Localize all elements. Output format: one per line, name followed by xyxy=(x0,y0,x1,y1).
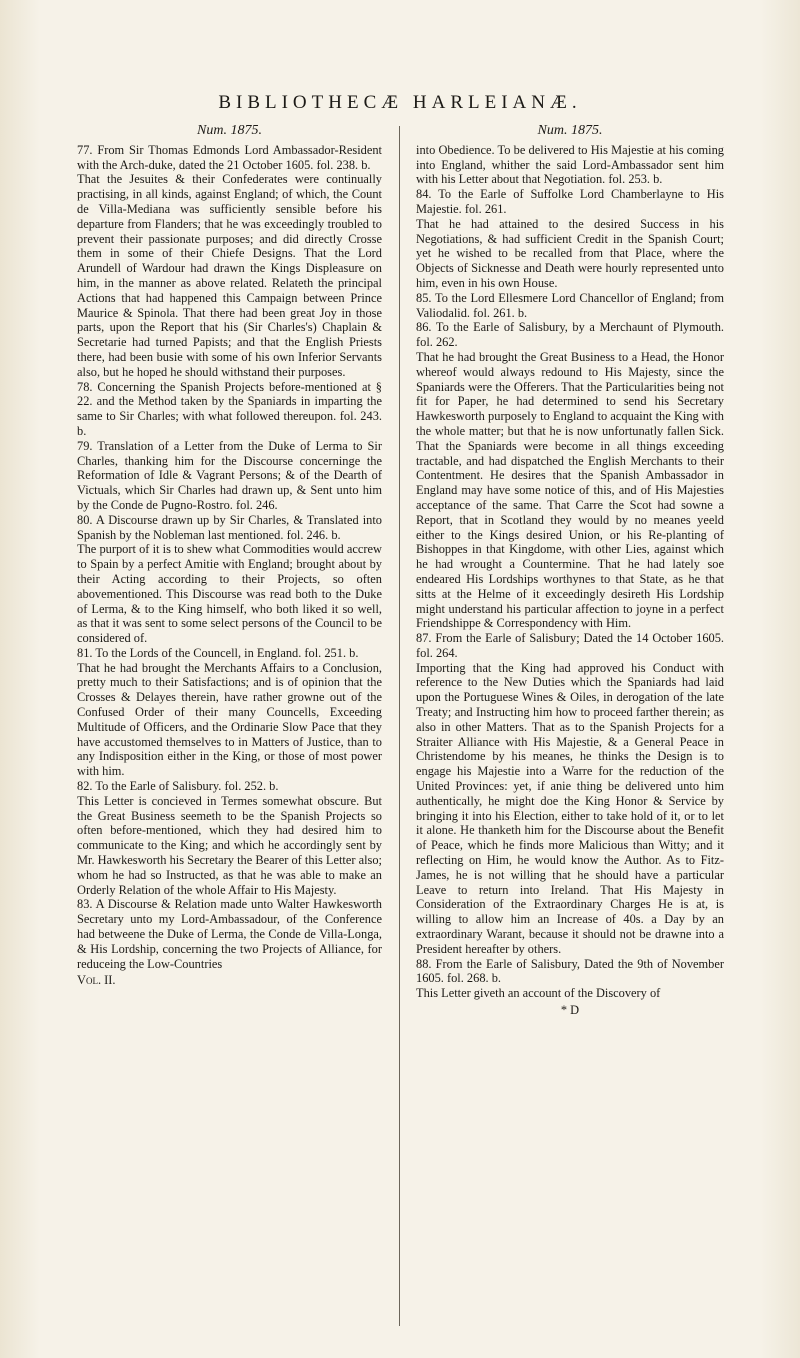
paragraph: This Letter is concieved in Termes somewhat obscure. But the Great Business seemeth to be the Spanish Projects so often before-mentioned, which they had desired him to communicate to the King; and which he accordingly sent by Mr. Hawkesworth his Secretary the Bearer of this Letter also; whom he had so Instructed, as that he was able to make an Orderly Relation of the whole Affair to His Majesty. xyxy=(77,793,382,897)
paragraph: 81. To the Lords of the Councell, in England. fol. 251. b. xyxy=(77,645,359,660)
paragraph: 79. Translation of a Letter from the Duke of Lerma to Sir Charles, thanking him for the Discourse concerninge the Reformation of Idle & Vagrant Persons; & of the Dearth of Victuals, which Sir Charles had drawn up, & Sent unto him by the Conde de Pugno-Rostro. fol. 246. xyxy=(77,438,382,512)
paragraph: 80. A Discourse drawn up by Sir Charles, & Translated into Spanish by the Nobleman last mentioned. fol. 246. b. xyxy=(77,512,382,542)
left-footer xyxy=(77,973,382,988)
left-entry-number: Num. 1875. xyxy=(197,123,262,138)
column-divider xyxy=(399,126,400,1326)
right-footer xyxy=(416,1003,724,1018)
paragraph: 78. Concerning the Spanish Projects before-mentioned at § 22. and the Method taken by the Spaniards in imparting the same to Sir Charles; with what followed thereupon. fol. 243. b. xyxy=(77,379,382,438)
running-head: BIBLIOTHECÆ HARLEIANÆ. xyxy=(218,92,582,113)
paragraph: That he had attained to the desired Success in his Negotiations, & had sufficient Credit in the Spanish Court; yet he wished to be recalled from that Place, where the Objects of Sicknesse and Death were hourly represented unto him, even in his own House. xyxy=(416,216,724,290)
paragraph: 82. To the Earle of Salisbury. fol. 252. b. xyxy=(77,779,279,794)
right-entry-number: Num. 1875. xyxy=(537,123,603,138)
left-column xyxy=(77,124,382,988)
paragraph: Importing that the King had approved his Conduct with reference to the New Duties which the Spaniards had laid upon the Portuguese Wines & Oiles, in derogation of the late Treaty; and Instructing him how to proceed farther therein; as also in other Matters. That as to the Spanish Projects for a Straiter Alliance with His Majestie, & a General Peace in Christendome by his meanes, he thinks the Design is to engage his Majestie into a Warre for the reduction of the United Provinces: yet, if anie thing be delivered unto him authentically, he might doe the King Honor & Service by bringing it into his Election, either to take hold of it, or to let it alone. He thanketh him for the Discourse about the Benefit of Peace, which he finds more Malicious than Witty; and it reflecting on Him, he would know the Author. As to Fitz-James, he is not willing that he should have a particular Leave to return into Ireland. That His Majesty in Consideration of the Extraordinary Charges He is at, is willing to allow him an Increase of 40s. a Day by an extraordinary Warant, because it should not be drawne into a President hereafter by others. xyxy=(416,660,724,956)
paragraph: 84. To the Earle of Suffolke Lord Chamberlayne to His Majestie. fol. 261. xyxy=(416,187,724,216)
paragraph: 88. From the Earle of Salisbury, Dated the 9th of November 1605. fol. 268. b. xyxy=(416,956,724,986)
signature-mark: * D xyxy=(560,1003,580,1018)
right-column xyxy=(416,124,724,1018)
paragraph: 86. To the Earle of Salisbury, by a Merchaunt of Plymouth. fol. 262. xyxy=(416,320,724,350)
paragraph: The purport of it is to shew what Commodities would accrew to Spain by a perfect Amitie with England; brought about by their Acting according to their Projects, so often abovementioned. This Discourse was read both to the Duke of Lerma, & to the King himself, who both liked it so well, as that it was sent to some select persons of the Council to be considered of. xyxy=(77,542,382,646)
paragraph: 83. A Discourse & Relation made unto Walter Hawkesworth Secretary unto my Lord-Ambassadour, of the Conference had betweene the Duke of Lerma, the Conde de Villa-Longa, & His Lordship, concerning the two Projects of Alliance, for reduceing the Low-Countries xyxy=(77,897,382,971)
paragraph: This Letter giveth an account of the Discovery of xyxy=(416,986,661,1001)
paragraph: 77. From Sir Thomas Edmonds Lord Ambassador-Resident with the Arch-duke, dated the 21 October 1605. fol. 238. b. xyxy=(77,142,382,172)
paragraph: That the Jesuites & their Confederates were continually practising, in all kinds, against England; of which, the Count de Villa-Mediana was sufficiently sensible before his departure from Flanders; that he was exceedingly troubled to prevent their passionate purposes; and did directly Crosse them in some of their Chiefe Designs. That the Lord Arundell of Wardour had drawn the Kings Displeasure on him, in the manner as above related. Relateth the principal Actions that had happened this Campaign between Prince Maurice & Spinola. That there had been great Joy in those parts, upon the Report that his (Sir Charles's) Chaplain & Secretarie had turned Papists; and that the English Priests there, had been busie with some of his own Inferior Servants also, but he hoped he should withstand their purposes. xyxy=(77,172,382,379)
paragraph: into Obedience. To be delivered to His Majestie at his coming into England, whither the said Lord-Ambassador sent him with his Letter about that Negotiation. fol. 253. b. xyxy=(416,142,724,187)
volume-mark: Vol. II. xyxy=(77,973,116,988)
paragraph: That he had brought the Merchants Affairs to a Conclusion, pretty much to their Satisfactions; and is of opinion that the Crosses & Delayes therein, have rather growne out of the Confused Order of their many Councells, Exceeding Multitude of Officers, and the Ordinarie Slow Pace that they have accustomed themselves to in Matters of Justice, than to any Indisposition either in the King, or those of most power with him. xyxy=(77,660,382,779)
paragraph: 87. From the Earle of Salisbury; Dated the 14 October 1605. fol. 264. xyxy=(416,631,724,660)
paragraph: That he had brought the Great Business to a Head, the Honor whereof would always redound to His Majesty, since the Spaniards were the Offerers. That the Particularities being not fit for Paper, he had determined to send his Secretary Hawkesworth purposely to England to acquaint the King with the whole matter; but that he is now unfortunatly fallen Sick. That the Spaniards were become in all things exceeding tractable, and had dispatched the English Merchants to their Contentment. He desires that the Spanish Ambassador in England may have some notice of this, and of His Majesties acceptance of the same. That Carre the Scot had sowne a Report, that in Scotland they would by no meanes yeeld either to the Kings desired Union, or his Re-planting of Bishoppes in that Kingdome, with other Lies, against which he had wrought a Countermine. That he had lately soe endeared His Lordships worthynes to that State, as he that sitts at the Helme of it exceedingly desireth His Lordship might understand his particular affection to joyne in a perfect Friendshippe & Correspondency with Him. xyxy=(416,349,724,631)
paragraph: 85. To the Lord Ellesmere Lord Chancellor of England; from Valiodalid. fol. 261. b. xyxy=(416,290,724,320)
